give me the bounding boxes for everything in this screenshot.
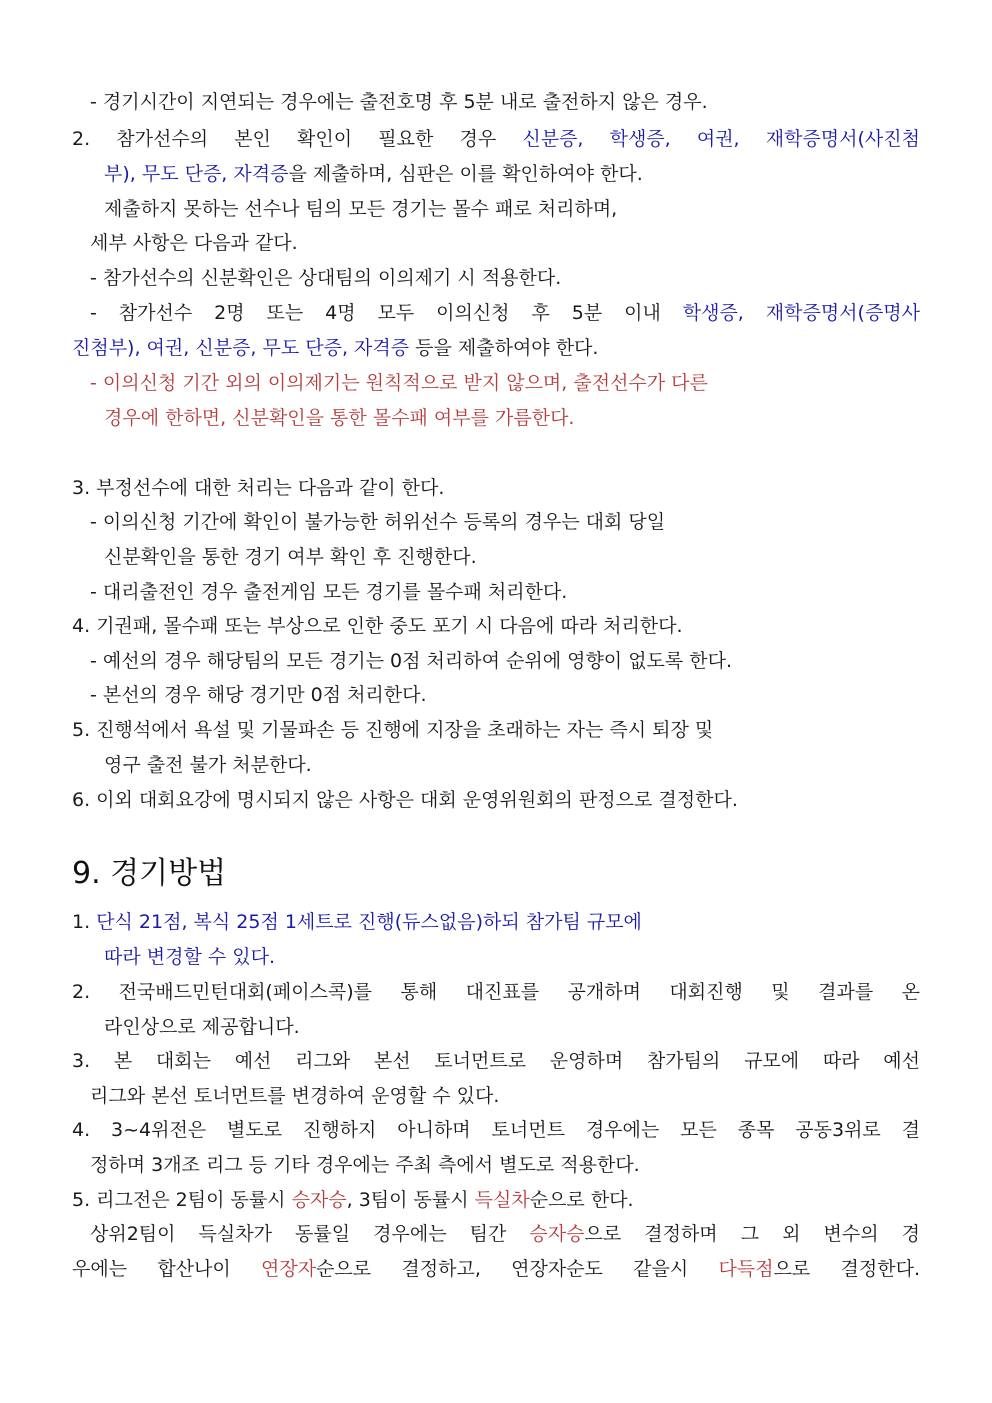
method5-line2-a: 상위2팀이 득실차가 동률일 경우에는 팀간 [90,1223,530,1245]
rule2-line5: - 참가선수의 신분확인은 상대팀의 이의제기 시 적용한다. [90,267,562,289]
rule3-line1: 3. 부정선수에 대한 처리는 다음과 같이 한다. [72,477,445,499]
rule2-line3: 제출하지 못하는 선수나 팀의 모든 경기는 몰수 패로 처리하며, [104,198,618,220]
rule2-line1-text: 2. 참가선수의 본인 확인이 필요한 경우 [72,128,523,150]
method1-scoring: 단식 21점, 복식 25점 1세트로 진행(듀스없음)하되 참가팀 규모에 [96,911,642,933]
rule2-line7-documents: 진첨부), 여권, 신분증, 무도 단증, 자격증 [72,337,410,359]
rule2-line2 [104,160,643,188]
rule2-objection-note: - 이의신청 기간 외의 이의제기는 원칙적으로 받지 않으며, 출전선수가 다른 [90,372,708,394]
rule2-line7 [72,334,598,362]
method1-number: 1. [72,911,97,933]
rule6-line1: 6. 이외 대회요강에 명시되지 않은 사항은 대회 운영위원회의 판정으로 결정한다. [72,789,738,811]
rule2-line1 [72,125,920,153]
method1-line1 [72,908,642,936]
method3-line1: 3. 본 대회는 예선 리그와 본선 토너먼트로 운영하며 참가팀의 규모에 따라 예선 [72,1050,920,1072]
method5-line1 [72,1186,634,1214]
rule2-id-documents: 신분증, 학생증, 여권, 재학증명서(사진첨 [522,128,920,150]
method5-line1-e: 순으로 한다. [529,1189,634,1211]
method5-line2 [90,1220,920,1248]
rule2-line6-documents: 학생증, 재학증명서(증명사 [682,302,921,324]
method5-head-to-head-2: 승자승 [529,1223,585,1245]
method5-line1-c: , 3팀이 동률시 [346,1189,475,1211]
rule3-line2: - 이의신청 기간에 확인이 불가능한 허위선수 등록의 경우는 대회 당일 [90,511,666,533]
rule3-line4: - 대리출전인 경우 출전게임 모든 경기를 몰수패 처리한다. [90,581,568,603]
method5-line3-e: 으로 결정한다. [773,1258,920,1280]
method5-line2-c: 으로 결정하며 그 외 변수의 경 [584,1223,921,1245]
section-title: 9. 경기방법 [72,856,227,891]
rule-delay-note: - 경기시간이 지연되는 경우에는 출전호명 후 5분 내로 출전하지 않은 경우. [90,91,708,113]
rule2-line4: 세부 사항은 다음과 같다. [90,232,298,254]
rule3-line3: 신분확인을 통한 경기 여부 확인 후 진행한다. [104,546,477,568]
method5-line3-c: 순으로 결정하고, 연장자순도 같을시 [316,1258,719,1280]
method5-line3-a: 우에는 합산나이 [72,1258,262,1280]
rule2-line6-text: - 참가선수 2명 또는 4명 모두 이의신청 후 5분 이내 [90,302,683,324]
method3-line2: 리그와 본선 토너먼트를 변경하여 운영할 수 있다. [90,1085,500,1107]
method2-line2: 라인상으로 제공합니다. [104,1016,300,1038]
method5-line1-a: 5. 리그전은 2팀이 동률시 [72,1189,292,1211]
rule2-line7-text: 등을 제출하여야 한다. [409,337,599,359]
rule4-line2: - 예선의 경우 해당팀의 모든 경기는 0점 처리하여 순위에 영향이 없도록 한다. [90,650,733,672]
method5-point-diff: 득실차 [474,1189,530,1211]
method5-head-to-head: 승자승 [291,1189,347,1211]
method5-most-points: 다득점 [718,1258,774,1280]
method1-line2: 따라 변경할 수 있다. [104,946,275,968]
rule2-line6 [90,299,920,327]
rule2-id-documents-cont: 부), 무도 단증, 자격증 [104,163,289,185]
rule4-line1: 4. 기권패, 몰수패 또는 부상으로 인한 중도 포기 시 다음에 따라 처리한다. [72,615,683,637]
method4-line1: 4. 3~4위전은 별도로 진행하지 아니하며 토너먼트 경우에는 모든 종목 공동3위로 결 [72,1119,920,1141]
method4-line2: 정하며 3개조 리그 등 기타 경우에는 주최 측에서 별도로 적용한다. [90,1154,640,1176]
rule5-line1: 5. 진행석에서 욕설 및 기물파손 등 진행에 지장을 초래하는 자는 즉시 퇴장 및 [72,719,714,741]
rule4-line3: - 본선의 경우 해당 경기만 0점 처리한다. [90,684,427,706]
method5-eldest: 연장자 [261,1258,317,1280]
rule2-objection-note-cont: 경우에 한하면, 신분확인을 통한 몰수패 여부를 가름한다. [104,407,575,429]
method5-line3 [72,1255,920,1283]
rule2-line2-text: 을 제출하며, 심판은 이를 확인하여야 한다. [288,163,643,185]
method2-line1: 2. 전국배드민턴대회(페이스콕)를 통해 대진표를 공개하며 대회진행 및 결과를 온 [72,981,920,1003]
rule5-line2: 영구 출전 불가 처분한다. [104,754,312,776]
